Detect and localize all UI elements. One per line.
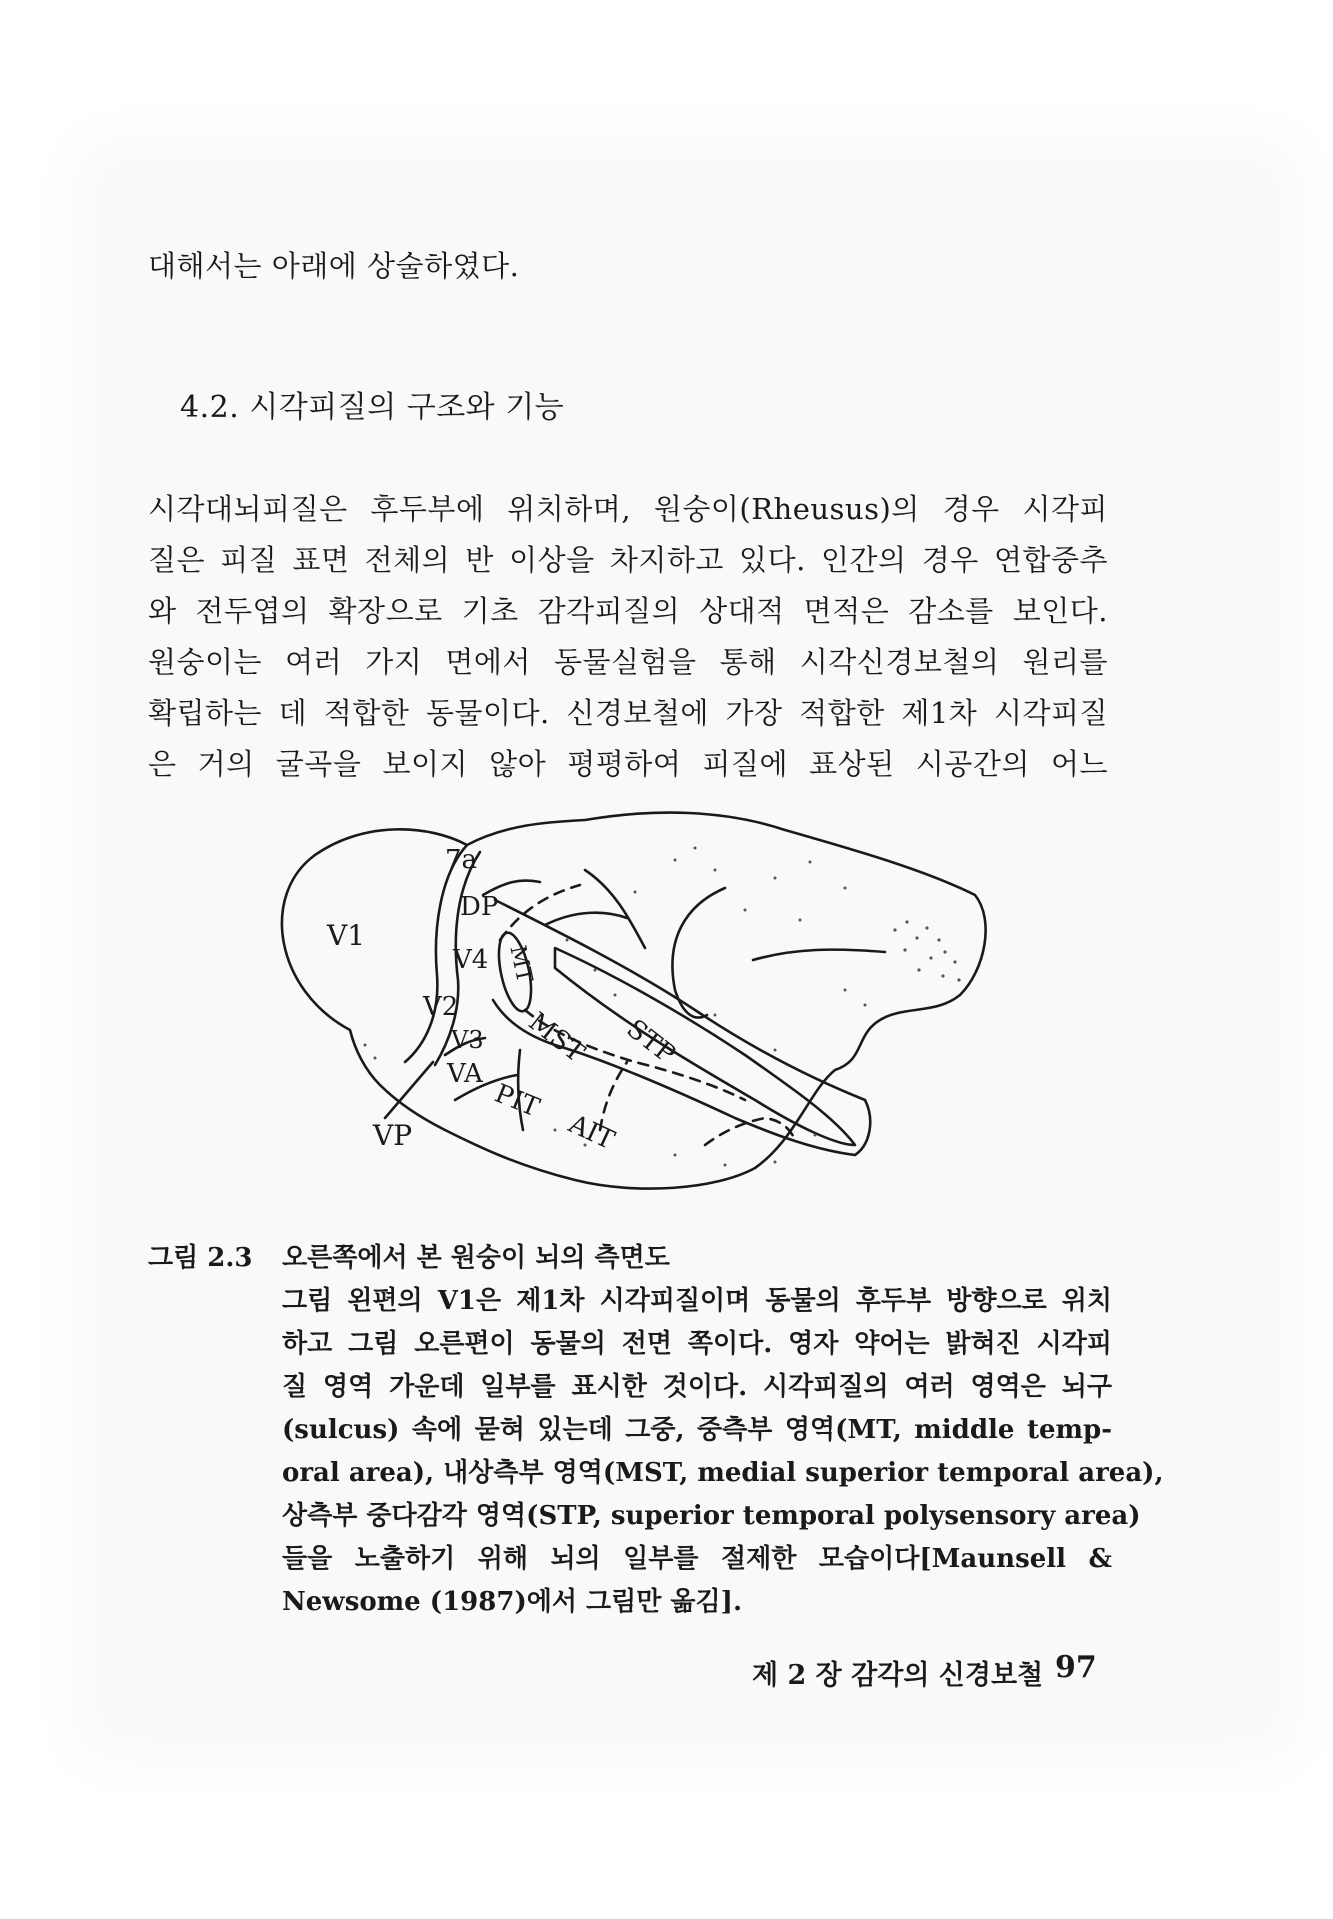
- intraparietal-sulcus: [545, 913, 627, 925]
- label-pit: PIT: [490, 1078, 544, 1124]
- paragraph-line: 은 거의 굴곡을 보이지 않아 평평하여 피질에 표상된 시공간의 어느: [148, 747, 1108, 781]
- paragraph-line: 와 전두엽의 확장으로 기초 감각피질의 상대적 면적은 감소를 보인다.: [148, 594, 1108, 628]
- caption-line: 들을 노출하기 위해 뇌의 일부를 절제한 모습이다[Maunsell &: [282, 1544, 1112, 1574]
- figure-caption-title: 오른쪽에서 본 원숭이 뇌의 측면도: [282, 1243, 670, 1273]
- label-mt: MT: [504, 943, 537, 985]
- dp-boundary: [500, 885, 580, 940]
- principal-sulcus: [753, 950, 885, 960]
- label-v4: V4: [453, 945, 489, 975]
- paragraph-line: 확립하는 데 적합한 동물이다. 신경보철에 가장 적합한 제1차 시각피질: [148, 696, 1108, 730]
- running-footer-title: 제 2 장 감각의 신경보철: [752, 1660, 1044, 1691]
- caption-line: 그림 왼편의 V1은 제1차 시각피질이며 동물의 후두부 방향으로 위치: [282, 1286, 1112, 1316]
- label-v1: V1: [327, 919, 366, 952]
- caption-line: Newsome (1987)에서 그림만 옮김].: [282, 1587, 743, 1617]
- label-dp: DP: [460, 892, 499, 922]
- label-stp: STP: [620, 1013, 681, 1070]
- paragraph-line: 시각대뇌피질은 후두부에 위치하며, 원숭이(Rheusus)의 경우 시각피: [148, 492, 1108, 526]
- paragraph-line: 원숭이는 여러 가지 면에서 동물실험을 통해 시각신경보철의 원리를: [148, 645, 1108, 679]
- label-v3: V3: [451, 1026, 484, 1054]
- caption-line: 상측부 중다감각 영역(STP, superior temporal polysensory area): [282, 1501, 1141, 1531]
- label-ait: AIT: [564, 1109, 619, 1156]
- caption-line: 하고 그림 오른편이 동물의 전면 쪽이다. 영자 약어는 밝혀진 시각피: [282, 1329, 1112, 1359]
- arcuate-sulcus: [672, 888, 725, 1018]
- figure-caption-label: 그림 2.3: [148, 1243, 253, 1273]
- caption-line: 질 영역 가운데 일부를 표시한 것이다. 시각피질의 여러 영역은 뇌구: [282, 1372, 1112, 1402]
- intro-line: 대해서는 아래에 상술하였다.: [148, 249, 520, 283]
- monkey-brain-figure: [255, 800, 995, 1220]
- brain-lateral-view-drawing: [255, 800, 995, 1220]
- caption-line: oral area), 내상측부 영역(MST, medial superior temporal area),: [282, 1458, 1164, 1488]
- label-v2: V2: [423, 992, 459, 1022]
- stp-inner-contour: [555, 948, 855, 1145]
- caption-line: (sulcus) 속에 묻혀 있는데 그중, 중측부 영역(MT, middle temp-: [282, 1415, 1112, 1445]
- pit-ait-boundary: [600, 1062, 627, 1130]
- page-number: 97: [1055, 1650, 1097, 1685]
- paragraph-line: 질은 피질 표면 전체의 반 이상을 차지하고 있다. 인간의 경우 연합중추: [148, 543, 1108, 577]
- label-7a: 7a: [445, 845, 478, 875]
- label-va: VA: [447, 1059, 483, 1089]
- label-mst: MST: [522, 1006, 590, 1069]
- label-vp: VP: [373, 1119, 413, 1152]
- section-heading: 4.2. 시각피질의 구조와 기능: [180, 390, 565, 425]
- central-sulcus: [585, 870, 645, 948]
